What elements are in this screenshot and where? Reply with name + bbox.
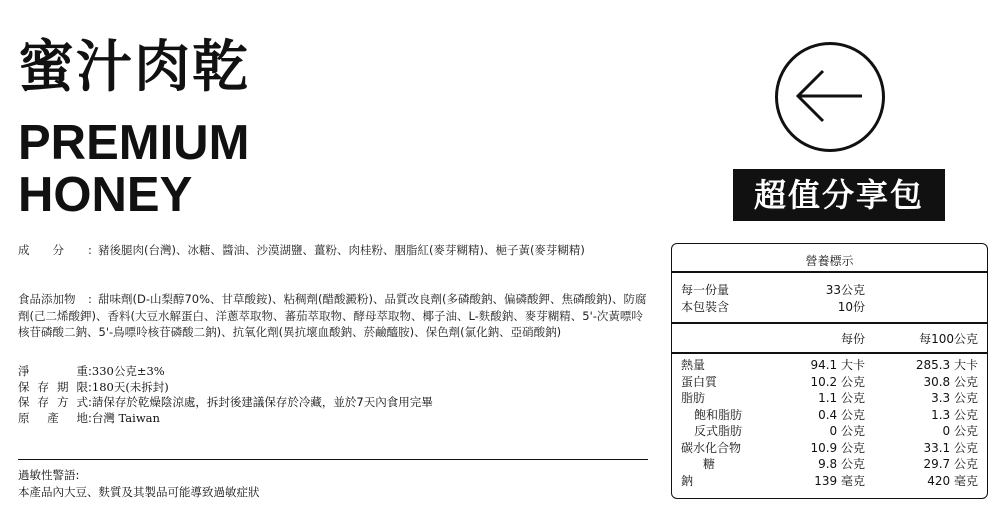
servings-per-pack-label: 本包裝含	[681, 300, 730, 314]
shelf-life-row: 保存期限:180天(未拆封)	[18, 379, 169, 394]
nutrient-per-100g: 30.8 公克	[923, 374, 978, 389]
arrow-left-icon	[778, 45, 882, 149]
nutrient-per-100g: 285.3 大卡	[915, 358, 978, 372]
product-title-zh: 蜜汁肉乾	[18, 35, 250, 100]
nutrition-title: 營養標示	[805, 254, 854, 268]
additives-text: 甜味劑(D-山梨醇70%、甘草酸銨)、粘稠劑(醋酸澱粉)、品質改良劑(多磷酸鈉、偏磷酸鉀、焦磷酸鈉)、防腐劑(己二烯酸鉀)、香料(大豆水解蛋白、洋蔥萃取物、蕃茄萃取物、酵母萃取物、椰子油、L-麩酸鈉、麥芽糊精、5'-次黃嘌呤核苷磷酸二鈉、5'-鳥嘌呤核苷磷酸二鈉)、抗氧化劑(異抗壞血酸鈉、菸鹼醯胺)、保色劑(氯化鈉、亞硝酸鈉)	[18, 292, 647, 339]
additives-label: 食品添加物	[18, 292, 76, 306]
nutrition-rule-mid	[672, 322, 987, 324]
ingredients-label: 成 分	[18, 243, 64, 257]
origin-row: 原 產 地:台灣 Taiwan	[18, 410, 160, 425]
nutrient-per-serving: 0 公克	[829, 424, 865, 438]
product-title-en-line1: PREMIUM	[18, 116, 250, 170]
nutrient-name: 鈉	[681, 473, 694, 488]
nutrient-name: 脂肪	[681, 391, 706, 405]
storage-method-label: 保存方式	[18, 395, 88, 409]
nutrient-name: 糖	[703, 457, 716, 471]
nutrition-rule-top	[672, 271, 987, 273]
nutrient-per-serving: 94.1 大卡	[810, 358, 865, 372]
nutrient-per-100g: 29.7 公克	[923, 457, 978, 471]
storage-method-row: 保存方式:請保存於乾燥陰涼處，拆封後建議保存於冷藏，並於7天內食用完畢	[18, 395, 433, 409]
allergy-title: 過敏性警語:	[18, 468, 80, 482]
nutrient-per-serving: 0.4 公克	[818, 407, 865, 422]
nutrient-per-100g: 1.3 公克	[931, 407, 978, 422]
nutrient-name: 熱量	[681, 358, 706, 372]
back-button[interactable]	[775, 42, 885, 152]
serving-size-value: 33公克	[825, 283, 865, 297]
net-weight-value: 330公克±3%	[91, 364, 165, 378]
nutrient-per-100g: 33.1 公克	[923, 440, 978, 455]
column-header-per-serving: 每份	[840, 332, 865, 346]
nutrient-per-100g: 420 毫克	[927, 473, 978, 488]
net-weight-row: 淨 重:330公克±3%	[18, 364, 165, 378]
allergy-text: 本產品內大豆、麩質及其製品可能導致過敏症狀	[18, 485, 260, 499]
product-title-en-line2: HONEY	[18, 168, 193, 222]
ingredients-text: 豬後腿肉(台灣)、冰糖、醬油、沙漠湖鹽、薑粉、肉桂粉、胭脂紅(麥芽糊精)、梔子黃(麥芽糊精)	[98, 243, 585, 257]
nutrient-name: 反式脂肪	[694, 424, 743, 438]
nutrition-table	[671, 243, 988, 499]
shelf-life-label: 保存期限	[18, 379, 88, 394]
net-weight-label: 淨 重	[18, 364, 88, 378]
origin-label: 原 產 地	[18, 410, 88, 425]
additives-block: 食品添加物 : 甜味劑(D-山梨醇70%、甘草酸銨)、粘稠劑(醋酸澱粉)、品質改良劑(多磷酸鈉、偏磷酸鉀、焦磷酸鈉)、防腐劑(己二烯酸鉀)、香料(大豆水解蛋白、洋蔥萃取物、蕃茄萃取物、酵母萃取物、椰子油、L-麩酸鈉、麥芽糊精、5'-次黃嘌呤核苷磷酸二鈉、5'-鳥嘌呤核苷磷酸二鈉)、抗氧化劑(異抗壞血酸鈉、菸鹼醯胺)、保色劑(氯化鈉、亞硝酸鈉)	[18, 292, 647, 339]
storage-method-value: 請保存於乾燥陰涼處，拆封後建議保存於冷藏，並於7天內食用完畢	[91, 395, 433, 409]
storage-block	[18, 364, 433, 426]
servings-per-pack-value: 10份	[837, 300, 865, 314]
nutrient-per-serving: 10.9 公克	[810, 440, 865, 455]
nutrient-name: 蛋白質	[681, 374, 718, 389]
shelf-life-value: 180天(未拆封)	[91, 379, 169, 394]
nutrient-per-serving: 10.2 公克	[810, 374, 865, 389]
nutrient-per-serving: 139 毫克	[814, 473, 865, 488]
serving-size-label: 每一份量	[681, 283, 730, 297]
nutrient-per-100g: 0 公克	[942, 424, 978, 438]
nutrient-name: 飽和脂肪	[694, 407, 743, 422]
nutrition-rule-bottom	[672, 352, 987, 354]
ingredients-block: 成 分 : 豬後腿肉(台灣)、冰糖、醬油、沙漠湖鹽、薑粉、肉桂粉、胭脂紅(麥芽糊精)、梔子黃(麥芽糊精)	[18, 243, 585, 257]
nutrient-name: 碳水化合物	[681, 440, 742, 455]
column-header-per-100g: 每100公克	[919, 332, 978, 346]
nutrient-per-100g: 3.3 公克	[931, 391, 978, 405]
nutrient-per-serving: 1.1 公克	[818, 391, 865, 405]
share-pack-badge: 超值分享包	[733, 169, 945, 221]
allergy-divider	[18, 459, 648, 460]
allergy-block	[18, 467, 260, 501]
nutrient-per-serving: 9.8 公克	[818, 457, 865, 471]
origin-value: 台灣 Taiwan	[91, 410, 160, 425]
